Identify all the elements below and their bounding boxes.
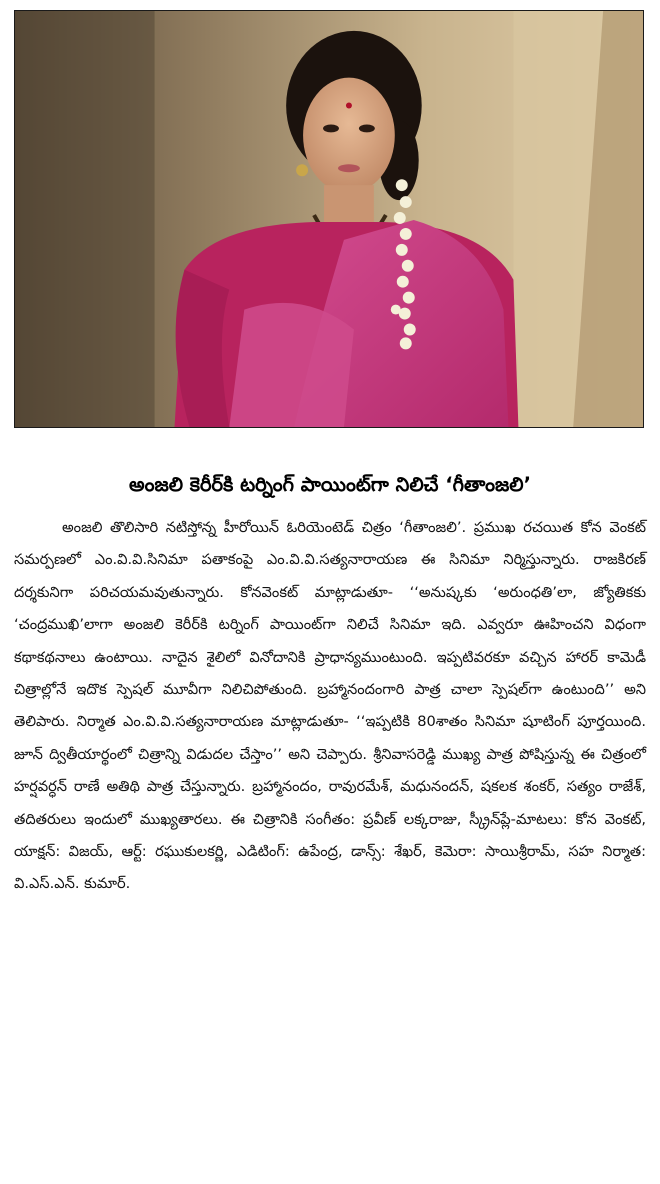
woman-in-pink-saree-photo <box>15 11 643 427</box>
article-paragraph: అంజలి తొలిసారి నటిస్తోన్న హీరోయిన్ ఓరియెంటెడ్ చిత్రం ‘గీతాంజలి’. ప్రముఖ రచయిత కోన వెంకట్ సమర్పణలో ఎం.వి.వి.సినిమా పతాకంపై ఎం.వి.వి.సత్యనారాయణ ఈ సినిమా నిర్మిస్తున్నారు. రాజకిరణ్ దర్శకునిగా పరిచయమవుతున్నారు. కోనవెంకట్ మాట్లాడుతూ- ‘‘అనుష్కకు ‘అరుంధతి’లా, జ్యోతికకు ‘చంద్రముఖి’లాగా అంజలి కెరీర్‌కి టర్నింగ్ పాయింట్‌గా నిలిచే సినిమా ఇది. ఎవ్వరూ ఊహించని విధంగా కథాకథనాలు ఉంటాయి. నాదైన శైలిలో వినోదానికి ప్రాధాన్యముంటుంది. ఇప్పటివరకూ వచ్చిన హారర్ కామెడీ చిత్రాల్లోనే ఇదొక స్పెషల్ మూవీగా నిలిచిపోతుంది. బ్రహ్మానందంగారి పాత్ర చాలా స్పెషల్‌గా ఉంటుంది’’ అని తెలిపారు. నిర్మాత ఎం.వి.వి.సత్యనారాయణ మాట్లాడుతూ- ‘‘ఇప్పటికి 80శాతం సినిమా షూటింగ్ పూర్తయింది. జూన్ ద్వితీయార్థంలో చిత్రాన్ని విడుదల చేస్తాం’’ అని చెప్పారు. శ్రీనివాసరెడ్డి ముఖ్య పాత్ర పోషిస్తున్న ఈ చిత్రంలో హర్షవర్ధన్ రాణే అతిథి పాత్ర చేస్తున్నారు. బ్రహ్మానందం, రావురమేశ్, మధునందన్, షకలక శంకర్, సత్యం రాజేశ్, తదితరులు ఇందులో ముఖ్యతారలు. ఈ చిత్రానికి సంగీతం: ప్రవీణ్ లక్కరాజు, స్క్రీన్‌ప్లే-మాటలు: కోన వెంకట్, యాక్షన్: విజయ్, ఆర్ట్: రఘుకులకర్ణి, ఎడిటింగ్: ఉపేంద్ర, డాన్స్: శేఖర్, కెమెరా: సాయిశ్రీరామ్, సహ నిర్మాత: వి.ఎస్.ఎన్. కుమార్. <box>14 519 646 893</box>
article-body <box>14 512 646 901</box>
article-headline: అంజలి కెరీర్‌కి టర్నింగ్ పాయింట్‌గా నిలిచే ‘గీతాంజలి’ <box>128 473 531 496</box>
article-photo <box>14 10 644 428</box>
